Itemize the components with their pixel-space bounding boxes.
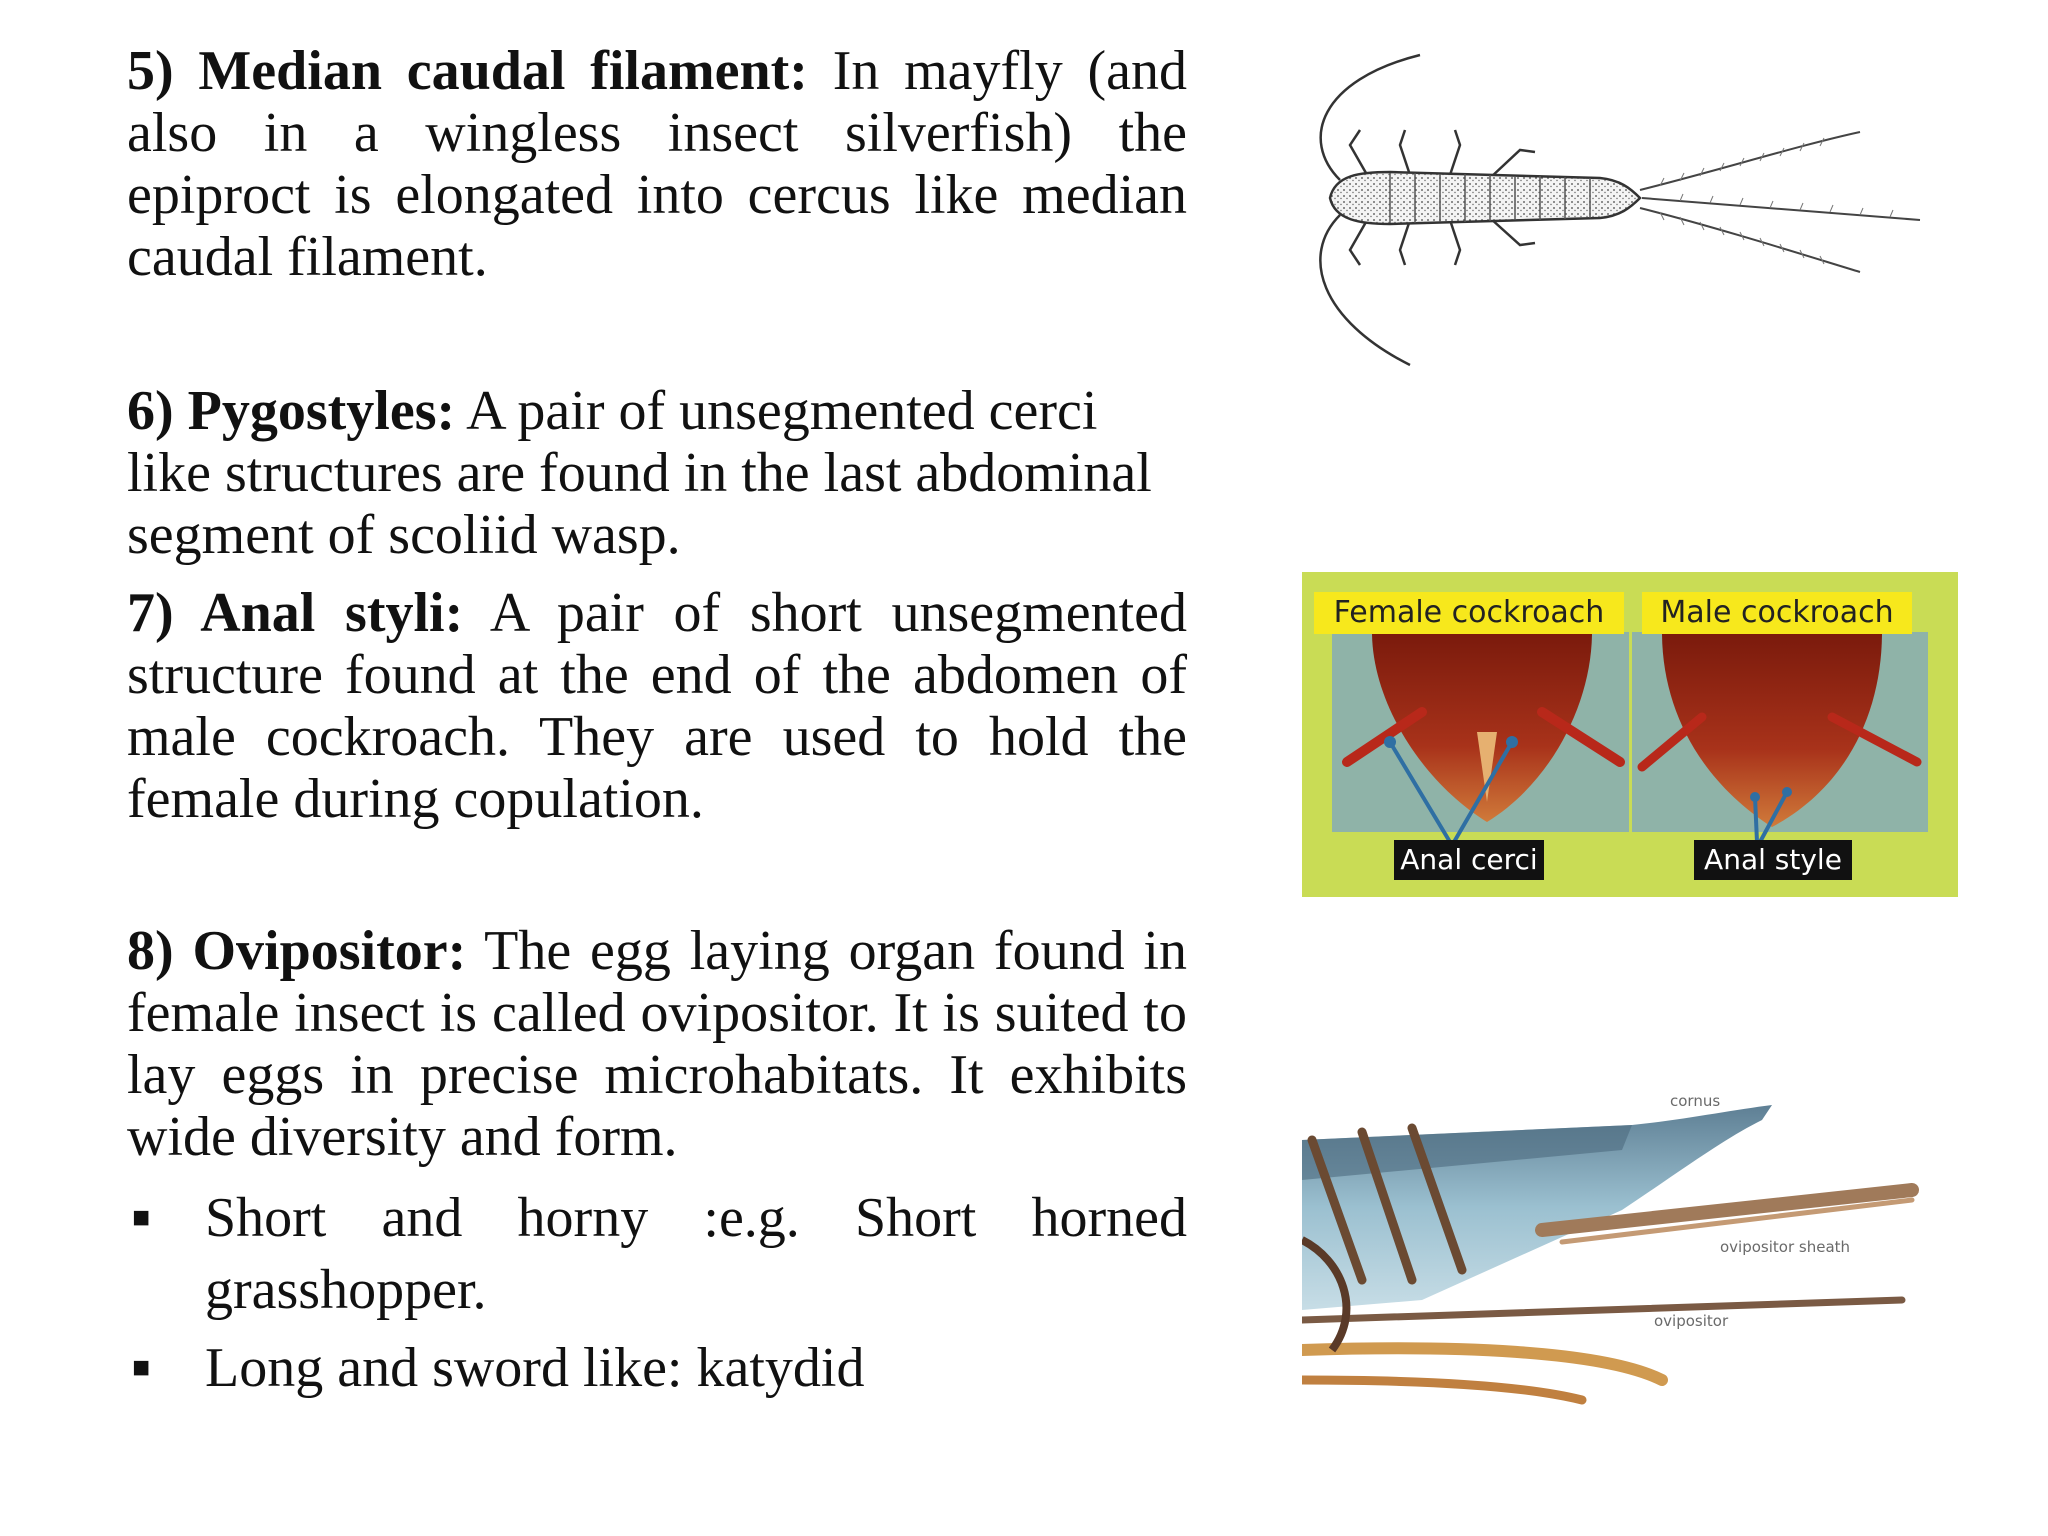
section-label: 6) Pygostyles:: [127, 380, 456, 442]
bullet-square-icon: ■: [132, 1351, 151, 1384]
section-median-caudal-filament: [127, 40, 1187, 288]
anal-style-label: Anal style: [1694, 840, 1852, 880]
bullet-square-icon: ■: [132, 1201, 151, 1234]
cornus-label: cornus: [1670, 1092, 1721, 1110]
ovipositor-sheath-label: ovipositor sheath: [1720, 1238, 1851, 1256]
section-label: 7) Anal styli:: [127, 582, 464, 644]
bullet-text: Short and horny :e.g. Short horned grasshopper.: [205, 1187, 1187, 1321]
section-pygostyles: [127, 380, 1187, 566]
ovipositor-label: ovipositor: [1654, 1312, 1729, 1330]
section-text: The egg laying organ found in female insect is called ovipositor. It is suited to lay eggs in precise microhabitats. It exhibits wide diversity and form.: [127, 920, 1187, 1168]
female-cockroach-label: Female cockroach: [1314, 592, 1624, 634]
silverfish-illustration: [1300, 50, 1940, 370]
bullet-item: [127, 1332, 1187, 1404]
anal-cerci-label: Anal cerci: [1394, 840, 1544, 880]
ovipositor-figure: [1302, 1080, 1942, 1420]
section-ovipositor: [127, 920, 1187, 1168]
section-anal-styli: [127, 582, 1187, 830]
male-cockroach-label: Male cockroach: [1642, 592, 1912, 634]
cockroach-comparison-figure: [1302, 572, 1958, 897]
section-text: A pair of unsegmented cerci like structures are found in the last abdominal segment of scoliid wasp.: [127, 380, 1152, 566]
bullet-item: [127, 1182, 1187, 1326]
section-label: 8) Ovipositor:: [127, 920, 467, 982]
section-text: A pair of short unsegmented structure found at the end of the abdomen of male cockroach. They are used to hold the female during copulation.: [127, 582, 1187, 830]
bullet-text: Long and sword like: katydid: [205, 1337, 865, 1399]
section-text: In mayfly (and also in a wingless insect silverfish) the epiproct is elongated into cercus like median caudal filament.: [127, 40, 1187, 288]
section-label: 5) Median caudal filament:: [127, 40, 808, 102]
